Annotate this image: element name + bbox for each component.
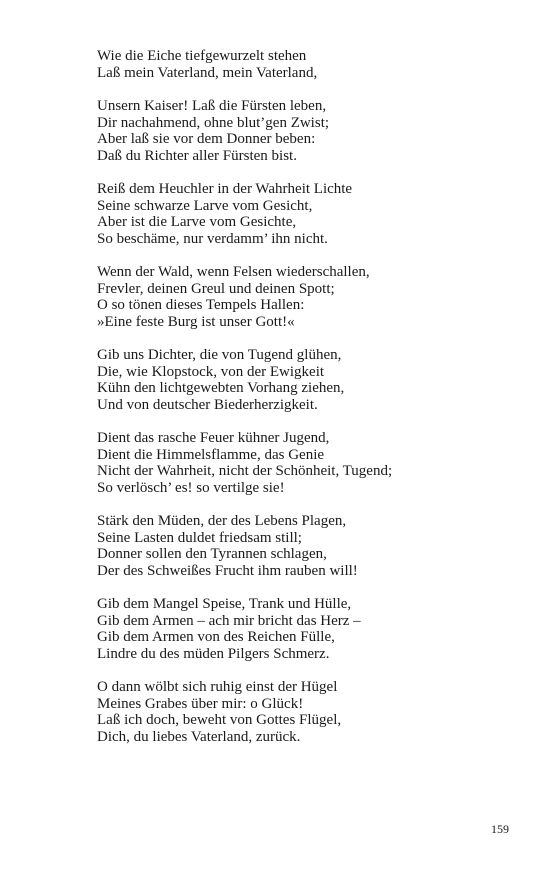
poem-line: Die, wie Klopstock, von der Ewigkeit (97, 363, 325, 380)
poem-text (97, 48, 517, 762)
stanza-2 (97, 98, 517, 164)
poem-line: Frevler, deinen Greul und deinen Spott; (97, 280, 335, 297)
poem-line: Stärk den Müden, der des Lebens Plagen, (97, 513, 347, 529)
stanza-8 (97, 596, 517, 662)
poem-line: Laß mein Vaterland, mein Vaterland, (97, 64, 318, 81)
poem-line: Dir nachahmend, ohne blut’gen Zwist; (97, 114, 330, 131)
poem-line: Lindre du des müden Pilgers Schmerz. (97, 645, 330, 662)
poem-line: So verlösch’ es! so vertilge sie! (97, 479, 285, 496)
stanza-4 (97, 264, 517, 330)
poem-line: Und von deutscher Biederherzigkeit. (97, 396, 318, 413)
poem-line: Gib uns Dichter, die von Tugend glühen, (97, 347, 342, 363)
poem-line: Unsern Kaiser! Laß die Fürsten leben, (97, 98, 327, 114)
poem-line: So beschäme, nur verdamm’ ihn nicht. (97, 230, 328, 247)
poem-line: Dient das rasche Feuer kühner Jugend, (97, 430, 330, 446)
stanza-5 (97, 347, 517, 413)
poem-line: O dann wölbt sich ruhig einst der Hügel (97, 679, 338, 695)
poem-line: Meines Grabes über mir: o Glück! (97, 695, 304, 712)
poem-line: Dich, du liebes Vaterland, zurück. (97, 728, 301, 745)
stanza-9 (97, 679, 517, 745)
poem-line: Nicht der Wahrheit, nicht der Schönheit, Tugend; (97, 463, 393, 479)
poem-line: Aber ist die Larve vom Gesichte, (97, 214, 297, 230)
stanza-6 (97, 430, 517, 496)
poem-line: Dient die Himmelsflamme, das Genie (97, 446, 325, 463)
poem-line: Wenn der Wald, wenn Felsen wiederschallen, (97, 264, 370, 280)
poem-line: Gib dem Armen – ach mir bricht das Herz – (97, 612, 361, 629)
poem-line: Seine Lasten duldet friedsam still; (97, 529, 302, 546)
poem-line: Donner sollen den Tyrannen schlagen, (97, 546, 327, 562)
poem-line: Gib dem Armen von des Reichen Fülle, (97, 629, 335, 645)
poem-line: Aber laß sie vor dem Donner beben: (97, 131, 316, 147)
stanza-7 (97, 513, 517, 579)
poem-line: Gib dem Mangel Speise, Trank und Hülle, (97, 596, 352, 612)
poem-line: Laß ich doch, beweht von Gottes Flügel, (97, 712, 342, 728)
poem-line: Seine schwarze Larve vom Gesicht, (97, 197, 313, 214)
poem-line: Daß du Richter aller Fürsten bist. (97, 147, 297, 164)
stanza-1 (97, 48, 517, 81)
poem-line: Wie die Eiche tiefgewurzelt stehen (97, 48, 307, 64)
poem-line: Der des Schweißes Frucht ihm rauben will! (97, 562, 358, 579)
poem-line: O so tönen dieses Tempels Hallen: (97, 297, 305, 313)
poem-line: Reiß dem Heuchler in der Wahrheit Lichte (97, 181, 353, 197)
poem-line: »Eine feste Burg ist unser Gott!« (97, 313, 295, 330)
stanza-3 (97, 181, 517, 247)
poem-line: Kühn den lichtgewebten Vorhang ziehen, (97, 380, 345, 396)
page-number: 159 (491, 822, 509, 836)
